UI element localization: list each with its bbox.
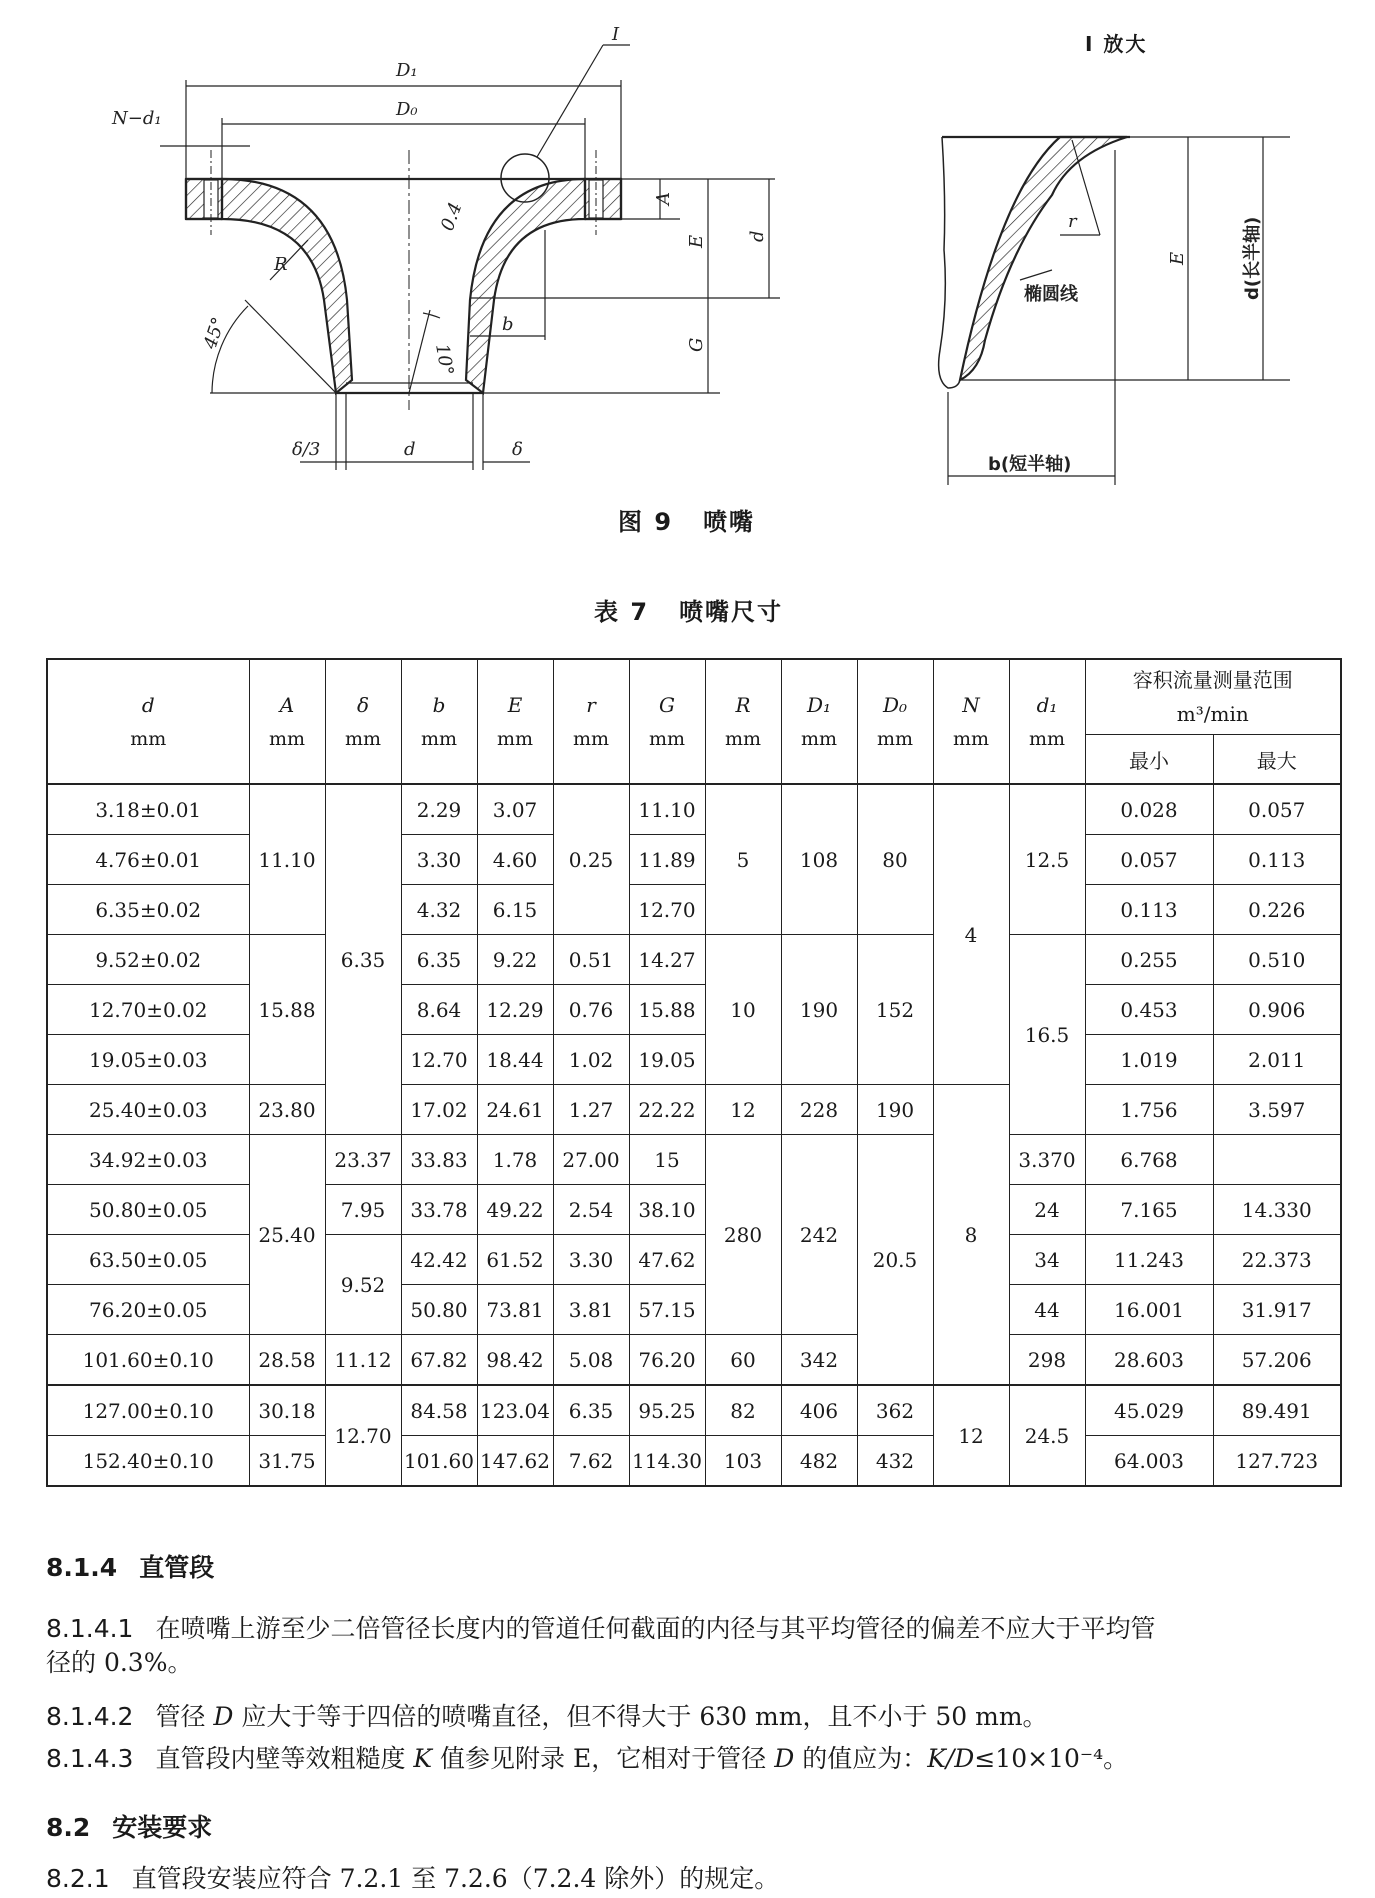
table-cell: 98.42 [477,1335,553,1386]
table-cell: 82 [705,1385,781,1436]
nozzle-figure [0,0,1375,540]
table-cell: 7.62 [553,1436,629,1487]
table-cell: 11.10 [629,784,705,835]
table-cell: 9.52±0.02 [47,935,249,985]
table-cell: 0.057 [1213,784,1341,835]
table-row [47,1185,1341,1235]
table-cell: 3.07 [477,784,553,835]
table-cell: 60 [705,1335,781,1386]
detail-label-ellipse: 椭圆线 [1024,284,1078,305]
table-cell: 24 [1009,1185,1085,1235]
table-cell: 4 [933,784,1009,1085]
table-cell: 127.00±0.10 [47,1385,249,1436]
table-cell: 14.330 [1213,1185,1341,1235]
table-cell: 0.255 [1085,935,1213,985]
table-row [47,1285,1341,1335]
table-cell: 25.40±0.03 [47,1085,249,1135]
table-cell: 11.10 [249,784,325,935]
table-cell: 23.37 [325,1135,401,1185]
table-caption: 表 7 喷嘴尺寸 [594,598,784,626]
table-cell: 0.113 [1213,835,1341,885]
table-cell: 101.60 [401,1436,477,1487]
table-cell: 95.25 [629,1385,705,1436]
right-wall-section [466,179,585,393]
header-R: R mm [705,659,781,784]
table-cell: 20.5 [857,1135,933,1386]
table-cell: 432 [857,1436,933,1487]
table-cell: 22.373 [1213,1235,1341,1285]
table-row [47,1135,1341,1185]
label-delta: δ [512,439,523,460]
table-cell: 3.81 [553,1285,629,1335]
nozzle-section [186,179,621,393]
table-cell: 76.20 [629,1335,705,1386]
label-R: R [274,254,288,275]
table-cell: 57.206 [1213,1335,1341,1386]
clause-8-2-1: 8.2.1 直管段安装应符合 7.2.1 至 7.2.6（7.2.4 除外）的规定。 [46,1864,780,1893]
label-G: G [686,337,707,352]
table-cell: 19.05 [629,1035,705,1085]
detail-label-r: r [1068,211,1077,232]
table-cell: 11.12 [325,1335,401,1386]
detail-title: I 放大 [1085,32,1148,56]
table-cell: 11.89 [629,835,705,885]
table-cell: 45.029 [1085,1385,1213,1436]
clause-8-1-4-3: 8.1.4.3 直管段内壁等效粗糙度 K 值参见附录 E，它相对于管径 D 的值应为：K/D≤10×10⁻⁴。 [46,1744,1129,1773]
table-cell: 12.70 [401,1035,477,1085]
header-flow: 容积流量测量范围 m³/min [1085,659,1341,735]
table-cell: 9.52 [325,1235,401,1335]
table-cell: 6.35 [553,1385,629,1436]
table-cell: 3.18±0.01 [47,784,249,835]
table-row [47,1235,1341,1285]
table-cell: 73.81 [477,1285,553,1335]
table-cell: 42.42 [401,1235,477,1285]
watermark-text: SAC [1060,560,1089,575]
section-8-1-4-heading: 8.1.4 直管段 [46,1553,215,1582]
table-cell: 18.44 [477,1035,553,1085]
header-d1: d₁ mm [1009,659,1085,784]
table-cell: 76.20±0.05 [47,1285,249,1335]
table-cell: 4.60 [477,835,553,885]
label-0.4: 0.4 [436,199,467,234]
label-A: A [653,192,674,205]
table-cell: 0.906 [1213,985,1341,1035]
table-cell: 190 [857,1085,933,1135]
table-cell: 19.05±0.03 [47,1035,249,1085]
table-cell: 84.58 [401,1385,477,1436]
table-cell: 0.226 [1213,885,1341,935]
table-cell: 7.95 [325,1185,401,1235]
table-cell: 190 [781,935,857,1085]
table-cell: 12 [933,1385,1009,1486]
clause-8-1-4-2: 8.1.4.2 管径 D 应大于等于四倍的喷嘴直径，但不得大于 630 mm，且不小于 50 mm。 [46,1702,1048,1731]
table-row [47,1035,1341,1085]
table-cell: 0.028 [1085,784,1213,835]
header-G: G mm [629,659,705,784]
table-cell: 12 [705,1085,781,1135]
detail-label-short-axis: b(短半轴) [988,454,1072,475]
table-cell: 1.78 [477,1135,553,1185]
label-d-vertical: d [747,230,768,242]
table-cell: 123.04 [477,1385,553,1436]
table-cell: 14.27 [629,935,705,985]
table-row [47,835,1341,885]
table-cell: 24.5 [1009,1385,1085,1486]
header-r: r mm [553,659,629,784]
clause-8-1-4-1: 8.1.4.1 在喷嘴上游至少二倍管径长度内的管道任何截面的内径与其平均管径的偏差不应大于平均管 径的 0.3%。 [46,1614,1156,1677]
left-wall-section [222,179,352,393]
label-E: E [686,234,707,248]
detail-label-long-axis: d(长半轴) [1242,216,1263,300]
header-N: N mm [933,659,1009,784]
detail-label-E: E [1167,251,1188,265]
table-cell: 22.22 [629,1085,705,1135]
section-8-2-heading: 8.2 安装要求 [46,1813,213,1842]
table-cell: 50.80±0.05 [47,1185,249,1235]
detail-view [939,137,1290,485]
header-A: A mm [249,659,325,784]
table-cell: 0.51 [553,935,629,985]
table-cell: 6.15 [477,885,553,935]
table-cell: 242 [781,1135,857,1335]
table-cell: 28.603 [1085,1335,1213,1386]
table-row [47,784,1341,835]
table-cell: 9.22 [477,935,553,985]
table-cell: 12.5 [1009,784,1085,935]
label-10: 10° [431,342,458,378]
table-cell: 25.40 [249,1135,325,1335]
table-cell: 101.60±0.10 [47,1335,249,1386]
table-cell: 1.019 [1085,1035,1213,1085]
table-cell: 108 [781,784,857,935]
table-cell: 7.165 [1085,1185,1213,1235]
table-cell: 127.723 [1213,1436,1341,1487]
label-delta3: δ/3 [292,439,321,460]
table-cell: 12.70±0.02 [47,985,249,1035]
table-cell: 3.30 [553,1235,629,1285]
table-cell: 6.35±0.02 [47,885,249,935]
table-cell: 23.80 [249,1085,325,1135]
table-cell: 63.50±0.05 [47,1235,249,1285]
label-b: b [502,314,514,335]
table-cell: 1.756 [1085,1085,1213,1135]
table-cell: 2.011 [1213,1035,1341,1085]
table-cell: 1.27 [553,1085,629,1135]
table-cell: 31.75 [249,1436,325,1487]
table-cell: 27.00 [553,1135,629,1185]
label-I: I [612,24,620,45]
table-cell: 24.61 [477,1085,553,1135]
table-row [47,1385,1341,1436]
label-D1: D₁ [396,60,418,81]
table-cell: 44 [1009,1285,1085,1335]
table-cell: 152.40±0.10 [47,1436,249,1487]
table-cell: 5.08 [553,1335,629,1386]
table-cell: 31.917 [1213,1285,1341,1335]
table-cell: 80 [857,784,933,935]
table-cell: 4.76±0.01 [47,835,249,885]
header-D1: D₁ mm [781,659,857,784]
table-cell: 12.70 [629,885,705,935]
table-cell: 11.243 [1085,1235,1213,1285]
figure-caption: 图 9 喷嘴 [618,508,756,536]
table-cell: 16.5 [1009,935,1085,1135]
nozzle-dimension-table [46,658,1342,1487]
table-cell: 6.35 [325,784,401,1135]
header-D0: D₀ mm [857,659,933,784]
table-cell: 57.15 [629,1285,705,1335]
table-row [47,1085,1341,1135]
table-cell: 89.491 [1213,1385,1341,1436]
table-cell: 114.30 [629,1436,705,1487]
table-cell: 33.78 [401,1185,477,1235]
table-cell: 30.18 [249,1385,325,1436]
header-flow-max: 最大 [1213,735,1341,785]
header-b: b mm [401,659,477,784]
table-cell: 8.64 [401,985,477,1035]
table-cell: 103 [705,1436,781,1487]
table-cell: 228 [781,1085,857,1135]
table-cell: 298 [1009,1335,1085,1386]
table-cell: 2.29 [401,784,477,835]
table-cell: 17.02 [401,1085,477,1135]
table-cell: 5 [705,784,781,935]
table-row [47,985,1341,1035]
table-cell: 3.30 [401,835,477,885]
table-cell: 6.768 [1085,1135,1213,1185]
table-cell: 342 [781,1335,857,1386]
table-cell: 12.29 [477,985,553,1035]
table-cell: 1.02 [553,1035,629,1085]
table-cell: 33.83 [401,1135,477,1185]
table-cell: 16.001 [1085,1285,1213,1335]
table-cell: 0.25 [553,784,629,935]
table-cell: 0.76 [553,985,629,1035]
table-cell: 50.80 [401,1285,477,1335]
table-cell: 15 [629,1135,705,1185]
table-cell: 38.10 [629,1185,705,1235]
table-cell: 61.52 [477,1235,553,1285]
table-cell: 0.453 [1085,985,1213,1035]
table-cell: 12.70 [325,1385,401,1486]
label-N-d1: N−d₁ [112,108,162,129]
label-45: 45° [199,314,230,352]
table-cell: 0.113 [1085,885,1213,935]
table-cell: 2.54 [553,1185,629,1235]
header-E: E mm [477,659,553,784]
table-cell: 362 [857,1385,933,1436]
table-cell: 0.057 [1085,835,1213,885]
table-cell: 10 [705,935,781,1085]
header-delta: δ mm [325,659,401,784]
header-flow-min: 最小 [1085,735,1213,785]
label-D0: D₀ [396,99,418,120]
table-cell: 28.58 [249,1335,325,1386]
table-row [47,885,1341,935]
table-row [47,1436,1341,1487]
table-cell: 15.88 [629,985,705,1035]
table-cell: 406 [781,1385,857,1436]
table-cell: 152 [857,935,933,1085]
table-row [47,1335,1341,1386]
table-cell: 64.003 [1085,1436,1213,1487]
table-cell: 482 [781,1436,857,1487]
table-cell: 147.62 [477,1436,553,1487]
table-cell: 280 [705,1135,781,1335]
table-cell: 8 [933,1085,1009,1386]
table-cell: 4.32 [401,885,477,935]
table-row [47,935,1341,985]
table-cell: 67.82 [401,1335,477,1386]
table-cell: 34.92±0.03 [47,1135,249,1185]
table-cell: 3.370 [1009,1135,1085,1185]
table-cell: 34 [1009,1235,1085,1285]
table-cell: 3.597 [1213,1085,1341,1135]
table-cell: 15.88 [249,935,325,1085]
table-cell: 0.510 [1213,935,1341,985]
label-d: d [404,439,416,460]
table-cell: 49.22 [477,1185,553,1235]
table-cell: 47.62 [629,1235,705,1285]
header-d: d mm [47,659,249,784]
table-cell: 6.35 [401,935,477,985]
